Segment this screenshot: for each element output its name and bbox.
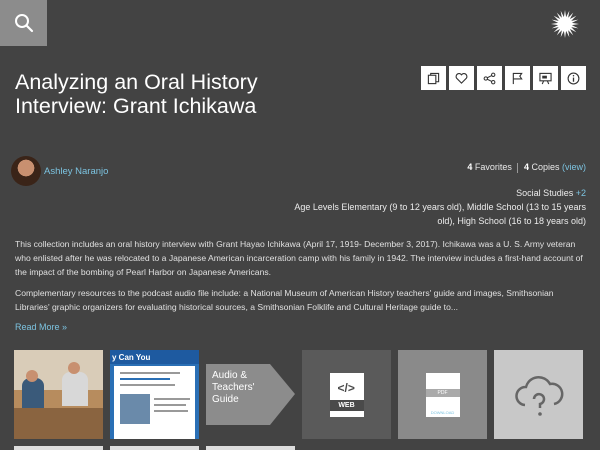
search-button[interactable] [0, 0, 47, 46]
resource-tiles [14, 350, 583, 439]
collection-description [15, 237, 587, 321]
webpage-text-line [154, 404, 186, 406]
webpage-text-line [120, 372, 180, 374]
present-button[interactable] [533, 66, 558, 90]
webpage-header: y Can You [110, 350, 199, 364]
webpage-text-line [154, 398, 190, 400]
resource-tile-pdf[interactable] [398, 350, 487, 439]
photo-person-right [62, 372, 88, 406]
resource-tile-web[interactable] [302, 350, 391, 439]
stats-divider [517, 163, 518, 173]
webpage-text-line [120, 378, 170, 380]
read-more-link[interactable]: Read More » [15, 322, 68, 332]
photo-head-right [68, 362, 80, 374]
copies-count: 4 [523, 162, 529, 172]
resource-tile-unknown[interactable] [494, 350, 583, 439]
favorite-button[interactable] [449, 66, 474, 90]
webpage-text-line [154, 410, 188, 412]
sunburst-rays [551, 10, 579, 38]
code-icon: </> [337, 380, 355, 395]
avatar[interactable] [11, 156, 41, 186]
author-name-link[interactable]: Ashley Naranjo [44, 165, 109, 177]
flag-button[interactable] [505, 66, 530, 90]
favorites-label: Favorites [474, 162, 512, 172]
share-button[interactable] [477, 66, 502, 90]
age-levels-value: Elementary (9 to 12 years old), Middle School (13 to 15 years old), High School (16 to 18 years old) [341, 202, 586, 226]
age-levels-label: Age Levels [294, 202, 339, 212]
flag-icon [511, 72, 524, 85]
section-label: Audio & Teachers' Guide [212, 370, 255, 405]
presentation-icon [539, 72, 552, 85]
author [11, 156, 108, 186]
heart-icon [455, 72, 468, 85]
web-badge: WEB [330, 400, 364, 411]
description-paragraph-2: Complementary resources to the podcast audio file include: a National Museum of American History teachers' guide and images, Smithsonian Libraries' graphic organizers for evaluating historical sources, a Smithsonian Folklife and Cultural Heritage guide to... [15, 288, 554, 312]
photo-head-left [26, 370, 38, 382]
pdf-download-label: DOWNLOAD [430, 409, 455, 415]
smithsonian-sunburst-icon[interactable] [550, 9, 580, 39]
action-toolbar [421, 66, 586, 90]
photo-person-left [22, 378, 44, 408]
subject-tag[interactable]: Social Studies [516, 188, 574, 198]
section-divider-tile [206, 350, 295, 439]
search-icon [14, 13, 34, 33]
web-document-icon [330, 373, 364, 417]
copies-label: Copies [531, 162, 560, 172]
webpage-text-line [120, 384, 175, 386]
page-title: Analyzing an Oral History Interview: Grant Ichikawa [15, 70, 258, 118]
favorites-count: 4 [467, 162, 473, 172]
copy-button[interactable] [421, 66, 446, 90]
pdf-badge: PDF [426, 389, 460, 397]
collection-stats [467, 162, 586, 173]
resource-tile[interactable] [110, 446, 199, 450]
cloud-question-icon [511, 371, 567, 419]
description-paragraph-1: This collection includes an oral history interview with Grant Hayao Ichikawa (April 17, 1919- December 3, 2017). Ichikawa was a U. S. Army veteran who enlisted after he was relocated to a Japanese American incarceration camp with his family in 1942. The interview includes a first-hand account of the impact of the bombing of Pearl Harbor on Japanese Americans. [15, 239, 583, 277]
resource-tile-photo[interactable] [14, 350, 103, 439]
webpage-image [120, 394, 150, 424]
more-subjects-link[interactable]: +2 [575, 188, 586, 198]
info-button[interactable] [561, 66, 586, 90]
copy-icon [427, 72, 440, 85]
resource-tile-webpage[interactable] [110, 350, 199, 439]
share-icon [483, 72, 496, 85]
photo-table [14, 408, 103, 439]
resource-tiles-row-2 [14, 446, 295, 450]
resource-tile[interactable] [14, 446, 103, 450]
collection-tags [286, 186, 586, 228]
pdf-document-icon [426, 373, 460, 417]
resource-tile[interactable] [206, 446, 295, 450]
view-copies-link[interactable]: (view) [562, 162, 586, 172]
info-icon [567, 72, 580, 85]
